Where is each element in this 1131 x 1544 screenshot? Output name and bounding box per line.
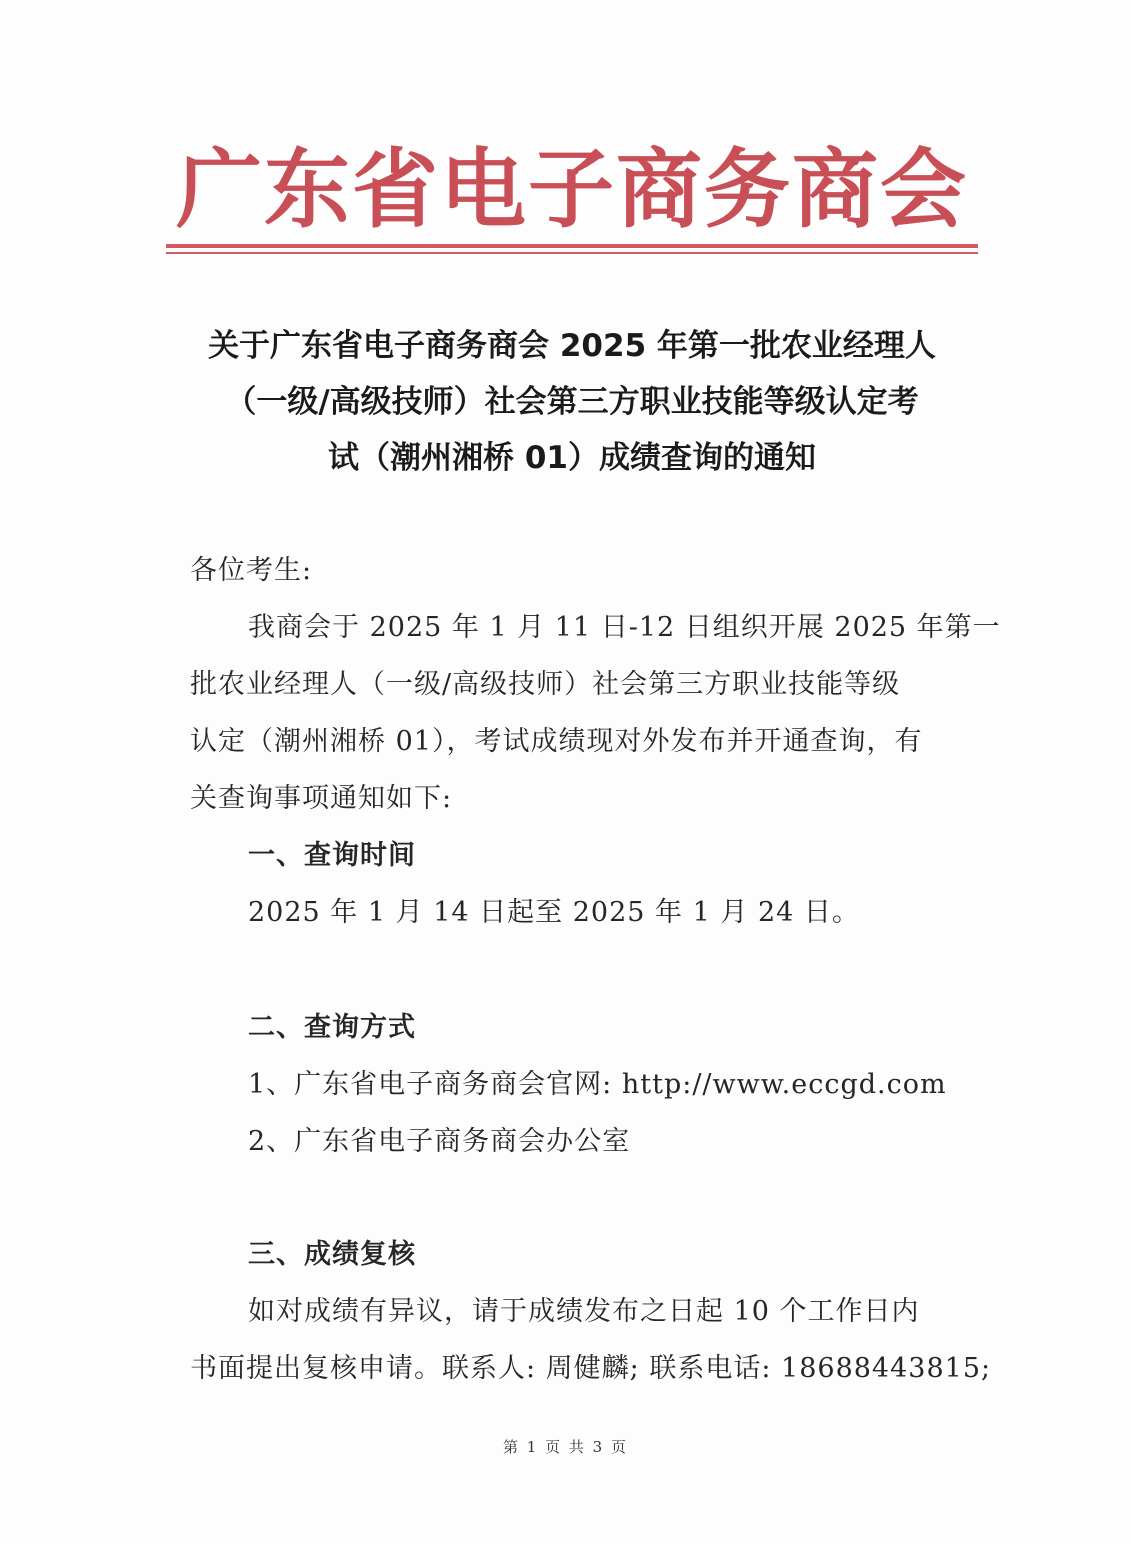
notice-title-line: 关于广东省电子商务商会 2025 年第一批农业经理人 <box>208 328 936 364</box>
notice-title-line: （一级/高级技师）社会第三方职业技能等级认定考 <box>225 384 919 420</box>
query-method-office: 2、广东省电子商务商会办公室 <box>248 1126 631 1157</box>
section-heading-query-time: 一、查询时间 <box>248 840 416 871</box>
letterhead-divider-thick <box>166 244 978 248</box>
intro-paragraph-line: 关查询事项通知如下: <box>190 783 453 814</box>
intro-paragraph-line: 我商会于 2025 年 1 月 11 日-12 日组织开展 2025 年第一 <box>248 612 1001 643</box>
notice-title <box>150 318 994 486</box>
score-review-line: 如对成绩有异议，请于成绩发布之日起 10 个工作日内 <box>248 1296 920 1327</box>
query-method-website: 1、广东省电子商务商会官网: http://www.eccgd.com <box>248 1069 947 1100</box>
salutation: 各位考生: <box>190 555 313 586</box>
section-heading-query-method: 二、查询方式 <box>248 1012 416 1043</box>
section-heading-score-review: 三、成绩复核 <box>248 1239 416 1270</box>
intro-paragraph-line: 认定（潮州湘桥 01），考试成绩现对外发布并开通查询，有 <box>190 726 923 757</box>
intro-paragraph-line: 批农业经理人（一级/高级技师）社会第三方职业技能等级 <box>190 669 901 700</box>
notice-title-line: 试（潮州湘桥 01）成绩查询的通知 <box>328 440 816 476</box>
score-review-contact-line: 书面提出复核申请。联系人: 周健麟; 联系电话: 18688443815; <box>190 1353 992 1384</box>
query-time-text: 2025 年 1 月 14 日起至 2025 年 1 月 24 日。 <box>248 897 860 928</box>
letterhead-org-name: 广东省电子商务商会 <box>176 139 968 240</box>
page-number: 第 1 页 共 3 页 <box>503 1438 628 1456</box>
letterhead-divider-thin <box>166 252 978 254</box>
